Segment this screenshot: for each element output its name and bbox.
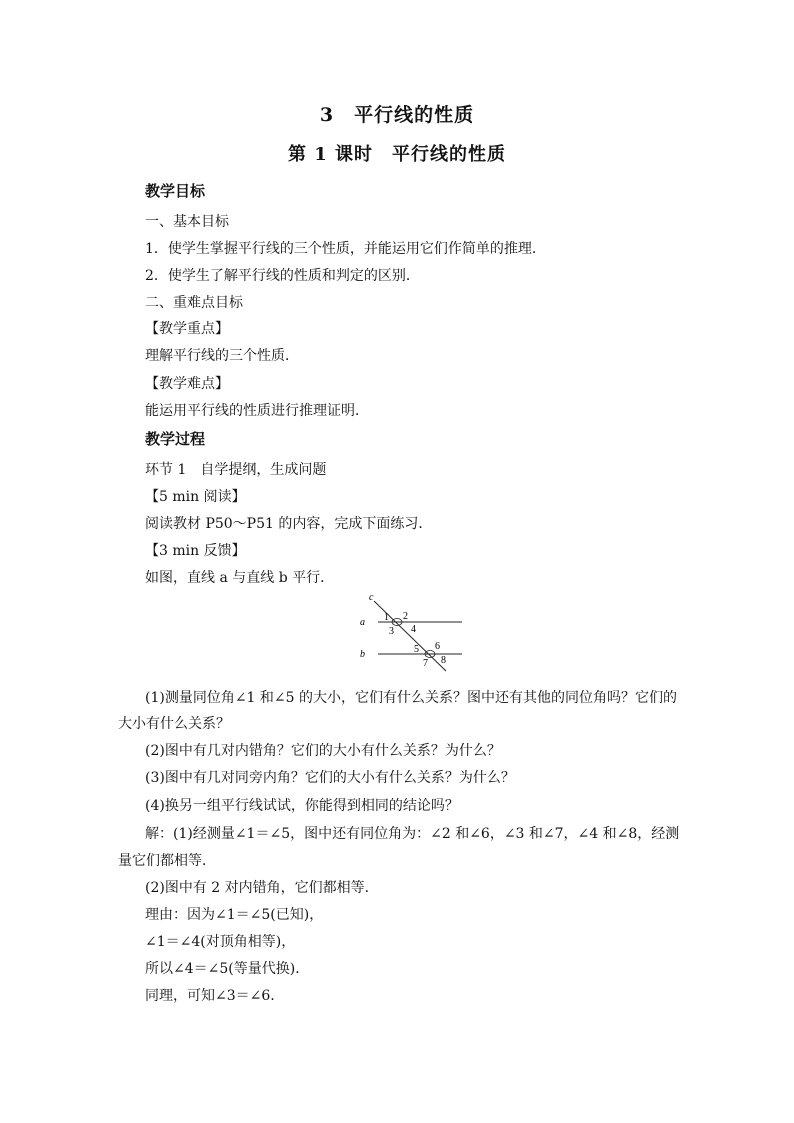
angle-label-1: 1 xyxy=(384,612,389,623)
reason-line-4: 同理，可知∠3＝∠6. xyxy=(145,988,275,1004)
question-1-line-2: 大小有什么关系？ xyxy=(118,716,230,732)
reason-line-1: 理由：因为∠1＝∠5(已知)， xyxy=(145,907,324,923)
basic-goal-heading: 一、基本目标 xyxy=(145,214,229,230)
goal-item-2: 2．使学生了解平行线的性质和判定的区别． xyxy=(145,268,420,284)
difficulty-label: 【教学难点】 xyxy=(145,376,229,392)
question-1-line-1: (1)测量同位角∠1 和∠5 的大小，它们有什么关系？图中还有其他的同位角吗？它们的 xyxy=(145,690,678,706)
angle-label-8: 8 xyxy=(441,655,446,666)
answer-1-line-1: 解：(1)经测量∠1＝∠5，图中还有同位角为：∠2 和∠6，∠3 和∠7，∠4 和∠8，经测 xyxy=(145,826,680,842)
angle-label-2: 2 xyxy=(403,611,408,622)
read-text: 阅读教材 P50～P51 的内容，完成下面练习． xyxy=(145,516,433,532)
key-goal-heading: 二、重难点目标 xyxy=(145,295,243,311)
question-4: (4)换另一组平行线试试，你能得到相同的结论吗？ xyxy=(145,798,459,814)
goal-item-1: 1．使学生掌握平行线的三个性质，并能运用它们作简单的推理． xyxy=(145,241,546,257)
step-1-heading: 环节 1 自学提纲，生成问题 xyxy=(145,462,327,478)
label-c: c xyxy=(369,593,374,603)
key-point-text: 理解平行线的三个性质． xyxy=(145,348,299,364)
question-3: (3)图中有几对同旁内角？它们的大小有什么关系？为什么？ xyxy=(145,770,515,786)
label-b: b xyxy=(360,649,365,660)
answer-1-line-2: 量它们都相等． xyxy=(118,853,216,869)
parallel-lines-figure xyxy=(358,593,464,673)
question-2: (2)图中有几对内错角？它们的大小有什么关系？为什么？ xyxy=(145,743,501,759)
process-heading: 教学过程 xyxy=(145,430,206,448)
key-point-label: 【教学重点】 xyxy=(145,321,229,337)
angle-label-5: 5 xyxy=(414,644,419,655)
goals-heading: 教学目标 xyxy=(145,182,206,200)
feedback-label: 【3 min 反馈】 xyxy=(145,543,246,559)
feedback-text: 如图，直线 a 与直线 b 平行． xyxy=(145,570,335,586)
angle-label-4: 4 xyxy=(411,624,416,635)
lesson-subtitle: 第 1 课时 平行线的性质 xyxy=(287,144,507,165)
angle-label-3: 3 xyxy=(389,626,394,637)
answer-2: (2)图中有 2 对内错角，它们都相等． xyxy=(145,880,379,896)
label-a: a xyxy=(360,617,365,628)
reason-line-2: ∠1＝∠4(对顶角相等)， xyxy=(145,934,296,950)
difficulty-text: 能运用平行线的性质进行推理证明． xyxy=(145,403,369,419)
angle-label-7: 7 xyxy=(423,658,428,669)
read-label: 【5 min 阅读】 xyxy=(145,489,246,505)
reason-line-3: 所以∠4＝∠5(等量代换)． xyxy=(145,961,310,977)
angle-label-6: 6 xyxy=(435,641,440,652)
page-title: 3 平行线的性质 xyxy=(319,104,475,126)
